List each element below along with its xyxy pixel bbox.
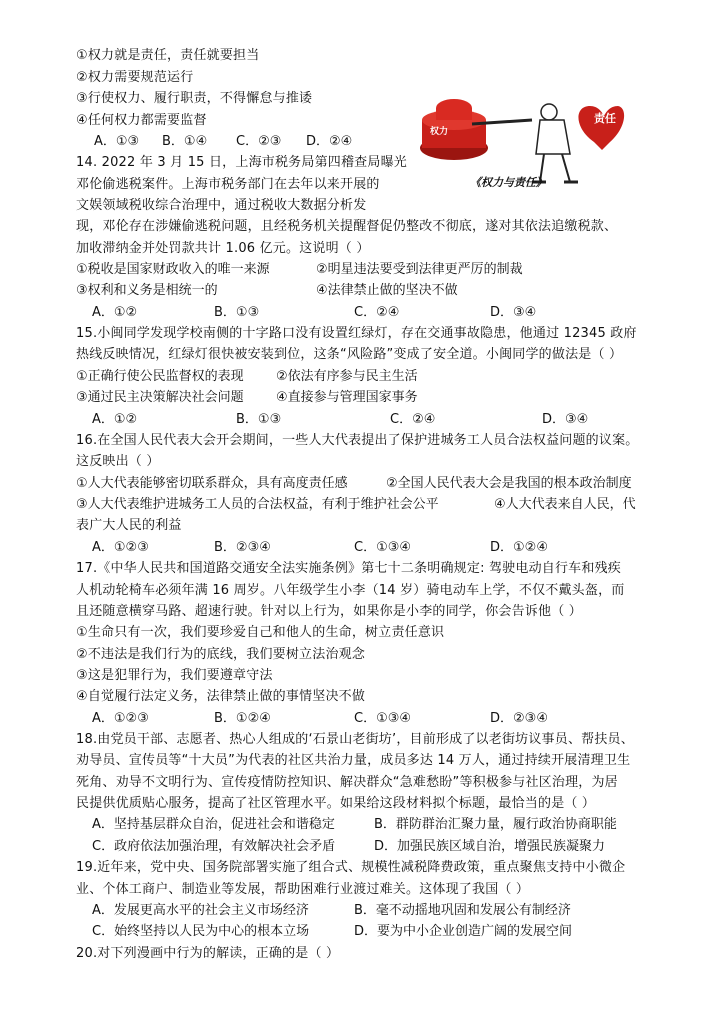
q17-stem-1: 17.《中华人民共和国道路交通安全法实施条例》第七十二条明确规定: 驾驶电动自行车和残疾 — [76, 561, 621, 576]
q13-item-1: ①权力就是责任，责任就要担当 — [76, 48, 260, 63]
q14-option-c: C．②④ — [354, 305, 400, 320]
q19-stem-2: 业、个体工商户、制造业等发展，帮助困难行业渡过难关。这体现了我国（ ） — [76, 882, 530, 897]
q17-item-1: ①生命只有一次，我们要珍爱自己和他人的生命，树立责任意识 — [76, 625, 445, 640]
q19-option-d: D．要为中小企业创造广阔的发展空间 — [354, 924, 573, 939]
q15-item-3: ③通过民主决策解决社会问题 — [76, 390, 244, 405]
q18-stem-1: 18.由党员干部、志愿者、热心人组成的‘石景山老街坊’，目前形成了以老街坊议事员、帮扶员、 — [76, 732, 634, 747]
q16-item-4-cont: 表广大人民的利益 — [76, 518, 182, 533]
q19-option-b: B．毫不动摇地巩固和发展公有制经济 — [354, 903, 571, 918]
q17-stem-2: 人机动轮椅车必须年满 16 周岁。八年级学生小李（14 岁）骑电动车上学，不仅不戴头盔，而 — [76, 583, 625, 598]
q14-stem-5: 加收滞纳金并处罚款共计 1.06 亿元。这说明（ ） — [76, 241, 370, 256]
q14-option-d: D．③④ — [490, 305, 537, 320]
q16-stem-2: 这反映出（ ） — [76, 454, 160, 469]
q16-stem-1: 16.在全国人民代表大会开会期间，一些人大代表提出了保护进城务工人员合法权益问题的议案。 — [76, 433, 639, 448]
q13-option-b: B．①④ — [162, 134, 208, 149]
q15-stem-1: 15.小闽同学发现学校南侧的十字路口没有设置红绿灯，存在交通事故隐患，他通过 12345 政府 — [76, 326, 637, 341]
q15-option-c: C．②④ — [390, 412, 436, 427]
q17-option-d: D．②③④ — [490, 711, 548, 726]
q16-item-3: ③人大代表维护进城务工人员的合法权益，有利于维护社会公平 — [76, 497, 439, 512]
q17-item-2: ②不违法是我们行为的底线，我们要树立法治观念 — [76, 647, 366, 662]
q20-stem: 20.对下列漫画中行为的解读，正确的是（ ） — [76, 946, 340, 961]
q17-option-c: C．①③④ — [354, 711, 412, 726]
q14-stem-4: 现，邓伦存在涉嫌偷逃税问题，且经税务机关提醒督促仍整改不彻底，遂对其依法追缴税款、 — [76, 219, 618, 234]
q18-stem-3: 死角、劝导不文明行为、宣传疫情防控知识、解决群众“急难愁盼”等积极参与社区治理，为居 — [76, 775, 618, 790]
q14-option-a: A．①② — [92, 305, 138, 320]
q14-stem-1: 14. 2022 年 3 月 15 日，上海市税务局第四稽查局曝光 — [76, 155, 407, 170]
q16-item-2: ②全国人民代表大会是我国的根本政治制度 — [386, 476, 632, 491]
q17-item-4: ④自觉履行法定义务，法律禁止做的事情坚决不做 — [76, 689, 366, 704]
q17-item-3: ③这是犯罪行为，我们要遵章守法 — [76, 668, 273, 683]
q15-item-2: ②依法有序参与民主生活 — [276, 369, 418, 384]
q13-item-4: ④任何权力都需要监督 — [76, 113, 207, 128]
q16-option-a: A．①②③ — [92, 540, 149, 555]
q16-option-d: D．①②④ — [490, 540, 548, 555]
q18-option-d: D．加强民族区域自治，增强民族凝聚力 — [374, 839, 606, 854]
q13-option-c: C．②③ — [236, 134, 282, 149]
q15-option-d: D．③④ — [542, 412, 589, 427]
q19-option-a: A．发展更高水平的社会主义市场经济 — [92, 903, 309, 918]
q13-option-d: D．②④ — [306, 134, 353, 149]
q18-option-c: C．政府依法加强治理，有效解决社会矛盾 — [92, 839, 336, 854]
cartoon-button-label: 权力 — [430, 127, 449, 137]
q13-item-2: ②权力需要规范运行 — [76, 70, 194, 85]
q16-item-4: ④人大代表来自人民，代 — [494, 497, 636, 512]
q16-option-c: C．①③④ — [354, 540, 412, 555]
q14-stem-2: 邓伦偷逃税案件。上海市税务部门在去年以来开展的 — [76, 177, 380, 192]
q17-stem-3: 且还随意横穿马路、超速行驶。针对以上行为，如果你是小李的同学，你会告诉他（ ） — [76, 604, 582, 619]
q15-item-4: ④直接参与管理国家事务 — [276, 390, 418, 405]
q14-stem-3: 文娱领域税收综合治理中，通过税收大数据分析发 — [76, 198, 367, 213]
q18-option-b: B．群防群治汇聚力量，履行政治协商职能 — [374, 817, 617, 832]
q16-item-1: ①人大代表能够密切联系群众，具有高度责任感 — [76, 476, 348, 491]
q16-option-b: B．②③④ — [214, 540, 271, 555]
q14-item-3: ③权利和义务是相统一的 — [76, 283, 218, 298]
q14-item-1: ①税收是国家财政收入的唯一来源 — [76, 262, 270, 277]
cartoon-heart-label: 责任 — [594, 112, 616, 125]
q15-stem-2: 热线反映情况，红绿灯很快被安装到位，这条“风险路”变成了安全道。小闽同学的做法是（ ） — [76, 347, 623, 362]
q14-item-2: ②明星违法要受到法律更严厉的制裁 — [316, 262, 523, 277]
q13-item-3: ③行使权力、履行职责，不得懈怠与推诿 — [76, 91, 313, 106]
q17-option-b: B．①②④ — [214, 711, 271, 726]
q19-stem-1: 19.近年来，党中央、国务院部署实施了组合式、规模性减税降费政策，重点聚焦支持中小微企 — [76, 860, 626, 875]
q18-stem-4: 民提供优质贴心服务，提高了社区管理水平。如果给这段材料拟个标题，最恰当的是（ ） — [76, 796, 596, 811]
q15-option-a: A．①② — [92, 412, 138, 427]
q15-item-1: ①正确行使公民监督权的表现 — [76, 369, 244, 384]
q17-option-a: A．①②③ — [92, 711, 149, 726]
q18-stem-2: 劝导员、宣传员等“十大员”为代表的社区共治力量，成员多达 14 万人，通过持续开展清理卫生 — [76, 753, 631, 768]
q14-option-b: B．①③ — [214, 305, 260, 320]
cartoon-caption: 《权力与责任》 — [470, 176, 547, 189]
q13-option-a: A．①③ — [94, 134, 140, 149]
q18-option-a: A．坚持基层群众自治，促进社会和谐稳定 — [92, 817, 335, 832]
q14-item-4: ④法律禁止做的坚决不做 — [316, 283, 458, 298]
q15-option-b: B．①③ — [236, 412, 282, 427]
q19-option-c: C．始终坚持以人民为中心的根本立场 — [92, 924, 310, 939]
